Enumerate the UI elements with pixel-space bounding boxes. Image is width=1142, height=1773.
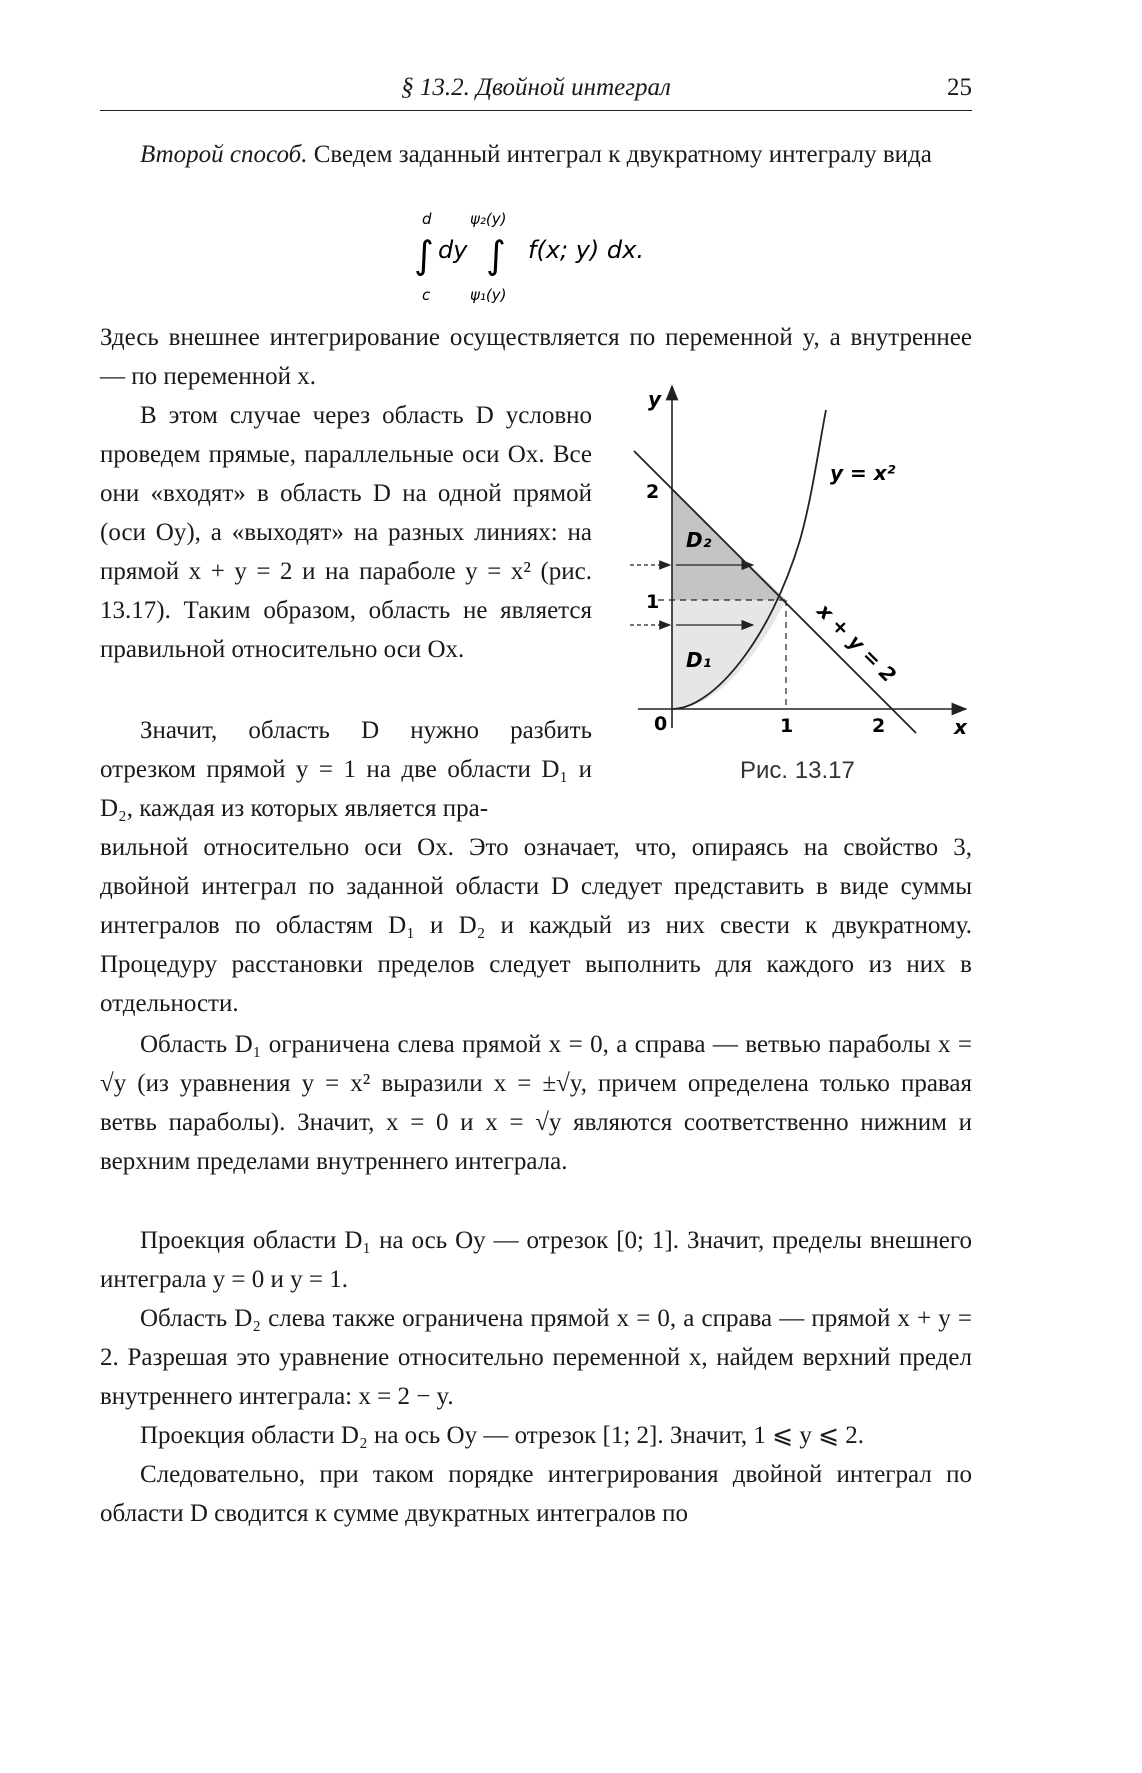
x-tick-1: 1	[780, 715, 794, 737]
running-title: § 13.2. Двойной интеграл	[401, 74, 671, 101]
paragraph-1-lead: Второй способ.	[140, 141, 308, 168]
origin-label: 0	[654, 713, 668, 735]
page-header	[100, 70, 972, 111]
x-tick-2: 2	[872, 715, 886, 737]
paragraph-1	[100, 135, 972, 174]
outer-differential: dy	[438, 236, 468, 264]
paragraph-8: Проекция области D₂ на ось Oy — отрезок [1; 2]. Значит, 1 ⩽ y ⩽ 2.	[140, 1422, 865, 1449]
y-tick-2: 2	[646, 481, 660, 503]
outer-upper-limit: d	[422, 210, 432, 228]
figure-13-17	[620, 380, 972, 750]
paragraph-5: Область D₁ ограничена слева прямой x = 0, а справа — ветвью параболы x = √y (из уравнения y = x² выразили x = ±√y, причем определена только правая ветвь параболы). Значит, x = 0 и x = √y являются соответственно нижним и верхним пределами внутреннего интеграла.	[100, 1031, 972, 1175]
inner-integral-sign: ∫	[486, 233, 506, 277]
line-label: x + y = 2	[812, 598, 902, 688]
region-d2-label: D₂	[686, 528, 712, 552]
curve-label: y = x²	[830, 461, 896, 485]
figure-caption: Рис. 13.17	[740, 757, 855, 784]
x-axis-label: x	[954, 715, 967, 739]
outer-integral-sign: ∫	[414, 233, 434, 277]
paragraph-3: В этом случае через область D условно проведем прямые, параллельные оси Ox. Все они «входят» в область D на одной прямой (оси Oy), а «выходят» на разных линиях: на прямой x + y = 2 и на параболе y = x² (рис. 13.17). Таким образом, область не является правильной относительно оси Ox.	[100, 402, 592, 663]
y-axis-label: y	[648, 387, 662, 411]
y-tick-1: 1	[646, 591, 660, 613]
paragraph-1-text: Сведем заданный интеграл к двукратному интегралу вида	[307, 141, 932, 168]
paragraph-4-start: Значит, область D нужно разбить отрезком прямой y = 1 на две области D₁ и D₂, каждая из которых является пра-	[100, 717, 592, 822]
inner-lower-limit: ψ₁(y)	[470, 286, 507, 304]
outer-lower-limit: c	[422, 286, 431, 304]
inner-upper-limit: ψ₂(y)	[470, 210, 507, 228]
paragraph-4-continued: вильной относительно оси Ox. Это означает, что, опираясь на свойство 3, двойной интеграл по заданной области D следует представить в виде суммы интегралов по областям D₁ и D₂ и каждый из них свести к двукратному. Процедуру расстановки пределов следует выполнить для каждого из них в отдельности.	[100, 834, 972, 1017]
paragraph-7: Область D₂ слева также ограничена прямой x = 0, а справа — прямой x + y = 2. Разрешая это уравнение относительно переменной x, найдем верхний предел внутреннего интеграла: x = 2 − y.	[100, 1305, 972, 1410]
page-number: 25	[947, 74, 972, 101]
integrand: f(x; y) dx.	[528, 236, 644, 264]
region-d1-label: D₁	[686, 648, 712, 672]
paragraph-9: Следовательно, при таком порядке интегрирования двойной интеграл по области D сводится к сумме двукратных интегралов по	[100, 1461, 972, 1527]
paragraph-6: Проекция области D₁ на ось Oy — отрезок [0; 1]. Значит, пределы внешнего интеграла y = 0 и y = 1.	[100, 1227, 972, 1293]
iterated-integral-formula	[400, 208, 700, 308]
paragraph-2: Здесь внешнее интегрирование осуществляется по переменной y, а внутреннее — по переменной x.	[100, 324, 972, 390]
